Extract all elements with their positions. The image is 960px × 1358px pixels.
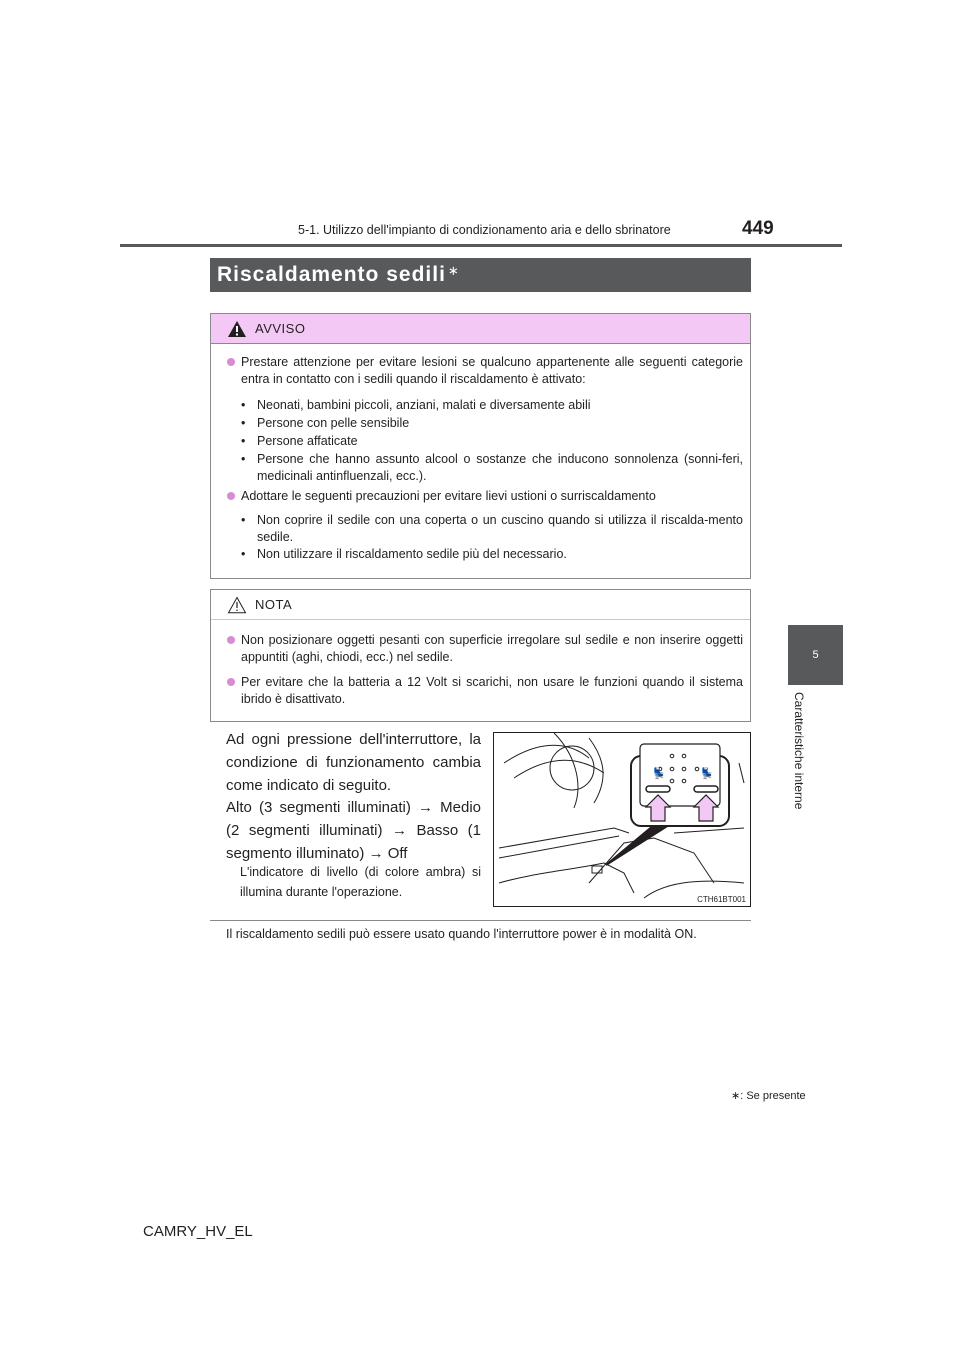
footnote-text: : Se presente <box>740 1090 806 1102</box>
seat-heater-switch-illustration <box>493 732 751 907</box>
svg-text:💺: 💺 <box>652 767 666 780</box>
body-paragraph: Ad ogni pressione dell'interruttore, la condizione di funzionamento cambia come indicato di seguito. <box>226 731 481 794</box>
warning-item: Prestare attenzione per evitare lesioni se qualcuno appartenente alle seguenti categorie entra in contatto con i sedili quando il riscaldamento è attivato: <box>227 354 743 388</box>
section-rule <box>210 920 751 921</box>
bullet-icon <box>227 492 235 500</box>
bullet-icon <box>227 678 235 686</box>
note-item: Non posizionare oggetti pesanti con superficie irregolare sul sedile e non inserire oggetti appuntiti (aghi, chiodi, ecc.) nel sedile. <box>227 632 743 666</box>
section-title-bar <box>210 258 751 292</box>
warning-header <box>211 314 750 344</box>
bullet-icon <box>227 636 235 644</box>
chapter-number: 5 <box>812 649 819 661</box>
warning-subitem: • Neonati, bambini piccoli, anziani, malati e diversamente abili <box>241 398 591 412</box>
svg-text:💺: 💺 <box>700 767 714 780</box>
footnote-marker: ∗ <box>731 1090 741 1102</box>
section-title: Riscaldamento sedili <box>217 263 446 286</box>
warning-label: AVVISO <box>255 321 306 336</box>
warning-triangle-icon <box>227 320 247 338</box>
warning-item: Adottare le seguenti precauzioni per evitare lievi ustioni o surriscaldamento <box>227 488 743 505</box>
warning-subitem: • Persone affaticate <box>241 434 358 448</box>
chapter-label: Caratteristiche interne <box>792 692 806 810</box>
availability-text: Il riscaldamento sedili può essere usato quando l'interruttore power è in modalità ON. <box>226 927 697 941</box>
model-code: CAMRY_HV_EL <box>143 1223 253 1240</box>
caution-triangle-outline-icon <box>227 596 247 614</box>
page-number: 449 <box>742 218 774 239</box>
note-item: Per evitare che la batteria a 12 Volt si scarichi, non usare le funzioni quando il sistema ibrido è disattivato. <box>227 674 743 708</box>
running-header: 5-1. Utilizzo dell'impianto di condizionamento aria e dello sbrinatore <box>298 223 671 237</box>
console-drawing <box>494 733 750 906</box>
warning-box <box>210 313 751 579</box>
note-label: NOTA <box>255 597 293 612</box>
header-rule <box>120 244 842 247</box>
warning-subitem: • Non coprire il sedile con una coperta o un cuscino quando si utilizza il riscalda-mento sedile. <box>241 513 743 544</box>
warning-subitem: • Non utilizzare il riscaldamento sedile più del necessario. <box>241 547 567 561</box>
warning-subitem: • Persone che hanno assunto alcool o sostanze che inducono sonnolenza (sonni-feri, medicinali antinfluenzali, ecc.). <box>241 452 743 483</box>
figure-code: CTH61BT001 <box>697 895 746 904</box>
note-header <box>211 590 750 620</box>
footnote <box>731 1089 806 1102</box>
bullet-icon <box>227 358 235 366</box>
indicator-note: L'indicatore di livello (di colore ambra) si illumina durante l'operazione. <box>240 865 481 899</box>
body-paragraph-sequence: Alto (3 segmenti illuminati) → Medio (2 segmenti illuminati) → Basso (1 segmento illuminato) → Off <box>226 799 481 862</box>
chapter-tab <box>788 625 843 685</box>
section-marker: ∗ <box>447 263 460 278</box>
warning-subitem: • Persone con pelle sensibile <box>241 416 410 430</box>
note-box <box>210 589 751 722</box>
